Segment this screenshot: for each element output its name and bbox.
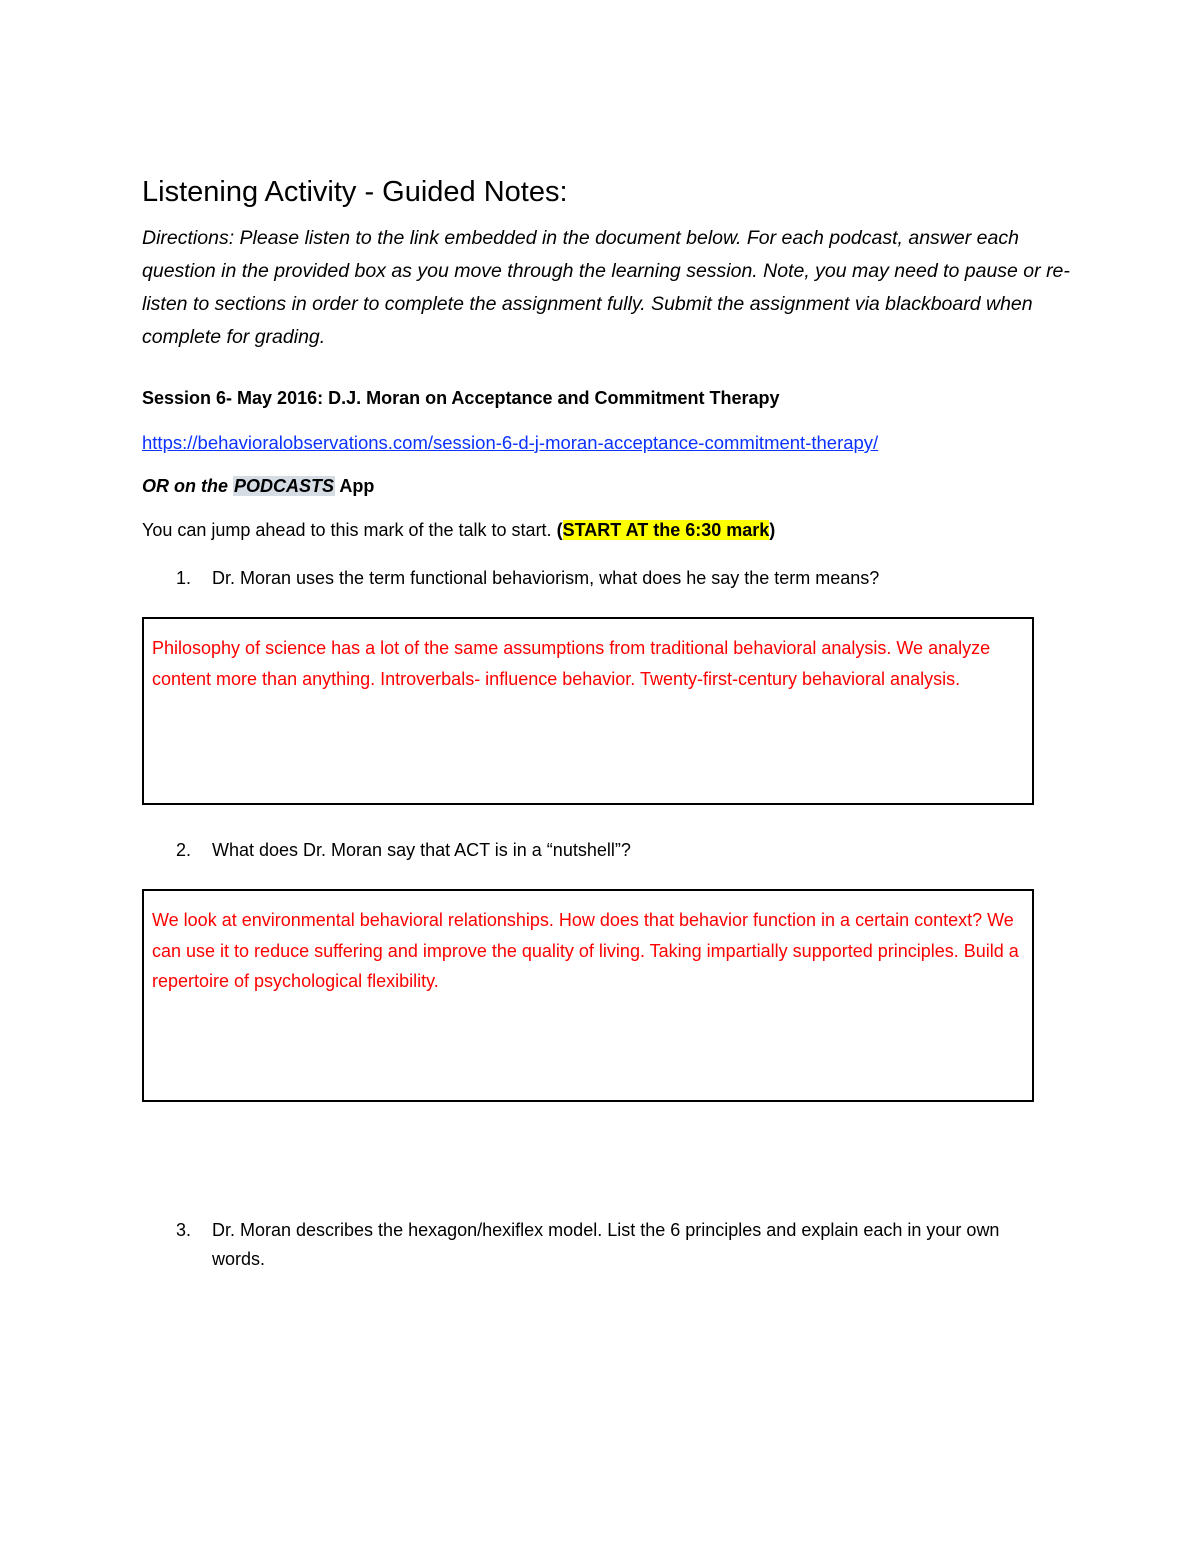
question-text: Dr. Moran uses the term functional behaviorism, what does he say the term means?	[212, 568, 880, 588]
podcasts-app-note	[142, 476, 374, 497]
or-suffix: App	[339, 476, 375, 496]
answer-text: Philosophy of science has a lot of the same assumptions from traditional behavioral analysis. We analyze content more than anything. Introverbals- influence behavior. Twenty-first-century behavioral analysis.	[152, 638, 991, 689]
directions-text: Directions: Please listen to the link embedded in the document below. For each podcast, answer each question in the provided box as you move through the learning session. Note, you may need to pause or re-listen to sections in order to complete the assignment fully. Submit the assignment via blackboard when complete for grading.	[142, 227, 1070, 348]
jump-text: You can jump ahead to this mark of the talk to start.	[142, 520, 552, 540]
start-mark-instruction	[142, 520, 775, 541]
page-title: Listening Activity - Guided Notes:	[142, 176, 568, 208]
answer-text: We look at environmental behavioral relationships. How does that behavior function in a certain context? We can use it to reduce suffering and improve the quality of living. Taking impartially supported principles. Build a repertoire of psychological flexibility.	[152, 910, 1019, 991]
answer-box-1[interactable]	[142, 617, 1034, 805]
question-number: 2.	[176, 840, 192, 860]
or-prefix: OR on the	[142, 476, 228, 496]
start-mark-highlight: START AT the 6:30 mark	[562, 520, 770, 540]
jump-close-paren: )	[769, 520, 776, 540]
answer-box-2[interactable]	[142, 889, 1034, 1102]
podcasts-label: PODCASTS	[234, 476, 335, 496]
podcast-link[interactable]: https://behavioralobservations.com/session-6-d-j-moran-acceptance-commitment-therapy/	[142, 432, 879, 453]
session-title: Session 6- May 2016: D.J. Moran on Acceptance and Commitment Therapy	[142, 388, 780, 408]
question-text: Dr. Moran describes the hexagon/hexiflex model. List the 6 principles and explain each in your own words.	[212, 1220, 1000, 1269]
question-number: 3.	[176, 1220, 192, 1240]
jump-open-paren: (	[556, 520, 563, 540]
question-number: 1.	[176, 568, 192, 588]
question-text: What does Dr. Moran say that ACT is in a “nutshell”?	[212, 840, 631, 860]
